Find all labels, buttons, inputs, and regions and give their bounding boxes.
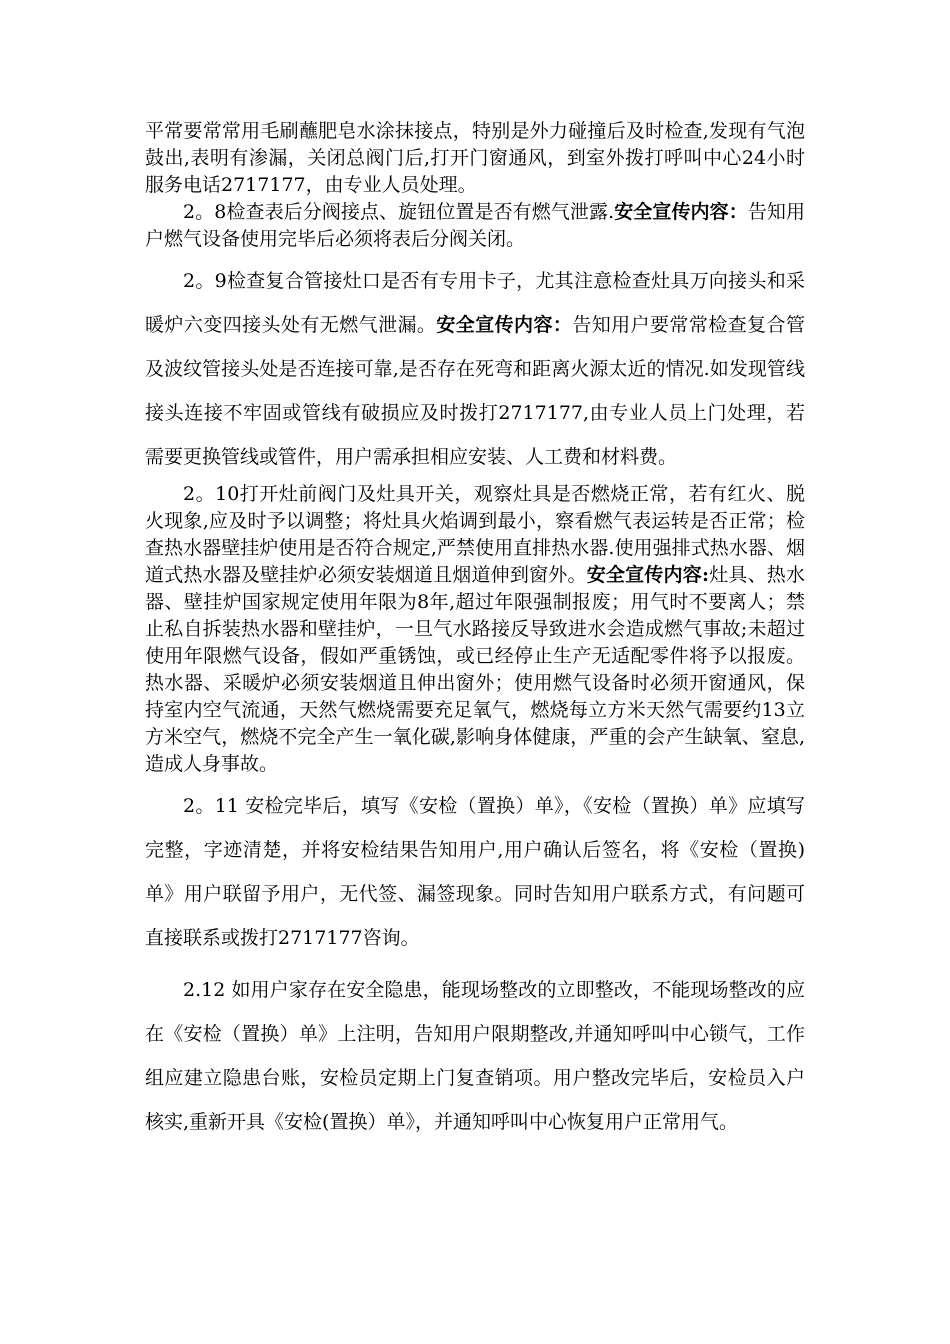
document-page (145, 118, 805, 1144)
paragraph-text: 告知用户要常常检查复合管及波纹管接头处是否连接可靠,是否存在死弯和距离火源太近的情况.如发现管线接头连接不牢固或管线有破损应及时拨打2717177,由专业人员上门处理，若需要更换管线或管件，用户需承担相应安装、人工费和材料费。 (145, 314, 805, 468)
paragraph-2-8 (145, 199, 805, 253)
paragraph-2-9 (145, 259, 805, 479)
paragraph-2-10 (145, 481, 805, 778)
safety-publicity-label: 安全宣传内容： (436, 314, 573, 336)
paragraph-text: 告知用户燃气设备使用完毕后必须将表后分阀关闭。 (145, 201, 805, 250)
safety-publicity-label: 安全宣传内容: (586, 564, 709, 586)
paragraph-leak-check (145, 118, 805, 199)
paragraph-text: 2。10打开灶前阀门及灶具开关，观察灶具是否燃烧正常，若有红火、脱火现象,应及时予以调整；将灶具火焰调到最小，察看燃气表运转是否正常；检查热水器壁挂炉使用是否符合规定,严禁使用直排热水器.使用强排式热水器、烟道式热水器及壁挂炉必须安装烟道且烟道伸到窗外。 (145, 483, 805, 586)
safety-publicity-label: 安全宣传内容： (614, 201, 748, 223)
paragraph-text: 2。9检查复合管接灶口是否有专用卡子，尤其注意检查灶具万向接头和采暖炉六变四接头处有无燃气泄漏。 (145, 270, 805, 336)
paragraph-text: 2.12 如用户家存在安全隐患，能现场整改的立即整改，不能现场整改的应在《安检（置换）单》上注明，告知用户限期整改,并通知呼叫中心锁气，工作组应建立隐患台账，安检员定期上门复查销项。用户整改完毕后，安检员入户核实,重新开具《安检(置换）单》，并通知呼叫中心恢复用户正常用气。 (145, 979, 805, 1133)
paragraph-text: 2。8检查表后分阀接点、旋钮位置是否有燃气泄露. (183, 201, 615, 223)
paragraph-2-11 (145, 784, 805, 960)
paragraph-text: 2。11 安检完毕后，填写《安检（置换）单》，《安检（置换）单》应填写完整，字迹清楚，并将安检结果告知用户,用户确认后签名，将《安检（置换)单》用户联留予用户，无代签、漏签现象。同时告知用户联系方式，有问题可直接联系或拨打2717177咨询。 (145, 795, 805, 949)
paragraph-text: 平常要常常用毛刷蘸肥皂水涂抹接点，特别是外力碰撞后及时检查,发现有气泡鼓出,表明有渗漏，关闭总阀门后,打开门窗通风，到室外拨打呼叫中心24小时服务电话2717177，由专业人员处理。 (145, 120, 805, 196)
paragraph-2-12 (145, 968, 805, 1144)
paragraph-text: 灶具、热水器、壁挂炉国家规定使用年限为8年,超过年限强制报废；用气时不要离人；禁止私自拆装热水器和壁挂炉，一旦气水路接反导致进水会造成燃气事故;未超过使用年限燃气设备，假如严重锈蚀，或已经停止生产无适配零件将予以报废。热水器、采暖炉必须安装烟道且伸出窗外；使用燃气设备时必须开窗通风，保持室内空气流通，天然气燃烧需要充足氧气，燃烧每立方米天然气需要约13立方米空气，燃烧不完全产生一氧化碳,影响身体健康，严重的会产生缺氧、窒息,造成人身事故。 (145, 564, 805, 775)
